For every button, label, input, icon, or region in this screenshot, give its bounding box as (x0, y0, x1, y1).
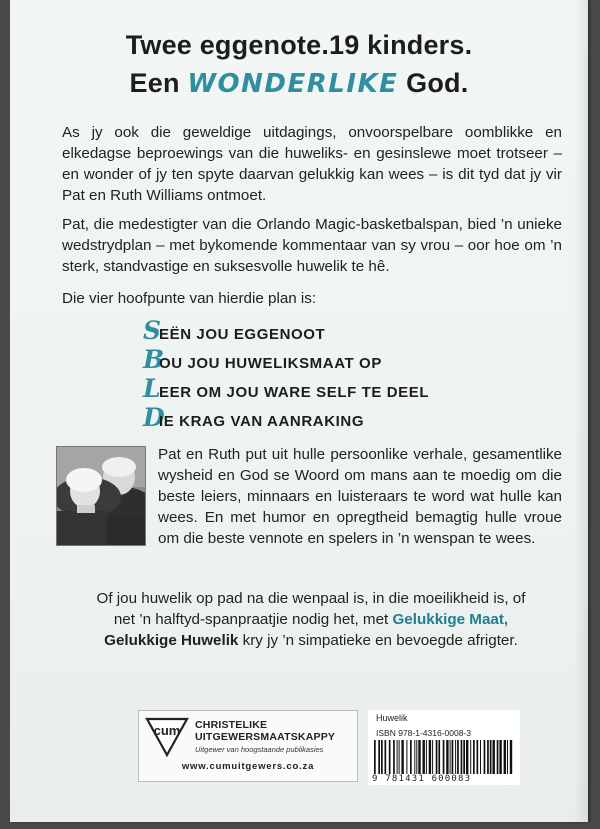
barcode-bar (477, 740, 479, 774)
barcode-bar (461, 740, 463, 774)
cover-edge-shade (574, 0, 588, 822)
barcode-bar (497, 740, 499, 774)
barcode-bar (493, 740, 495, 774)
barcode-bar (466, 740, 468, 774)
publisher-block (138, 710, 358, 782)
point-item (143, 374, 429, 403)
publisher-name-line-1: CHRISTELIKE (195, 719, 268, 731)
barcode-bar (438, 740, 440, 774)
publisher-tagline: Uitgewer van hoogstaande publikasies (195, 745, 324, 754)
barcode-bar (484, 740, 486, 774)
author-photo-drawing (57, 447, 145, 545)
point-item (143, 403, 429, 432)
barcode-bar (399, 740, 400, 774)
headline-line-2-pre: Een (129, 68, 188, 98)
headline-line-1: Twee eggenote.19 kinders. (125, 30, 473, 60)
headline-line-2-post: God. (398, 68, 469, 98)
publisher-logo-icon (145, 717, 189, 757)
point-text: OU JOU HUWELIKSMAAT OP (159, 355, 382, 372)
barcode-bar (381, 740, 383, 774)
point-initial: D (143, 403, 166, 432)
point-text: EËN JOU EGGENOOT (159, 326, 326, 343)
barcode-bar (504, 740, 506, 774)
barcode-bar (429, 740, 431, 774)
book-back-cover (10, 0, 588, 822)
point-initial: L (143, 374, 162, 403)
barcode-bar (490, 740, 492, 774)
closing-paragraph (88, 588, 534, 651)
barcode-bar (470, 740, 471, 774)
barcode-bar (393, 740, 395, 774)
barcode-bar (480, 740, 481, 774)
isbn-text: ISBN 978-1-4316-0008-3 (376, 728, 471, 738)
barcode-bar (443, 740, 445, 774)
barcode-bar (507, 740, 508, 774)
headline-line-2 (10, 68, 588, 99)
barcode-bar (397, 740, 398, 774)
barcode-bar (450, 740, 451, 774)
gameplan-paragraph: Pat, die medestigter van die Orlando Magic-basketbalspan, bied ’n unieke wedstrydplan – met bykomende kommentaar van sy vrou – oor hoe om ’n sterk, standvastige en suksesvolle huwelik te hê. (62, 216, 562, 275)
barcode-bar (432, 740, 433, 774)
publisher-website: www.cumuitgewers.co.za (181, 761, 315, 772)
headline-accent-word: WONDERLIKE (187, 69, 399, 99)
barcode-bar (418, 740, 420, 774)
barcode-bar (426, 740, 427, 774)
barcode-digits: 9 781431 600083 (372, 774, 472, 784)
barcode-bar (457, 740, 459, 774)
publisher-name-line-2: UITGEWERSMAATSKAPPY (195, 731, 336, 743)
barcode-bar (423, 740, 425, 774)
point-text: IE KRAG VAN AANRAKING (159, 413, 365, 430)
publisher-logo-text: cum (153, 723, 181, 738)
barcode-bar (406, 740, 407, 774)
barcode-bar (446, 740, 448, 774)
point-item (143, 316, 429, 345)
publisher-name (195, 719, 355, 743)
barcode-bar (414, 740, 415, 774)
barcode-bar (436, 740, 438, 774)
barcode-block (368, 710, 520, 785)
point-initial: S (143, 316, 162, 345)
barcode-bar (401, 740, 403, 774)
barcode-bar (463, 740, 465, 774)
four-points-list (143, 316, 429, 432)
closing-text-post: kry jy ’n simpatieke en bevoegde afrigter. (238, 632, 518, 649)
barcode-bar (410, 740, 412, 774)
points-intro: Die vier hoofpunte van hierdie plan is: (62, 290, 317, 307)
barcode-bar (389, 740, 391, 774)
barcode-bar (385, 740, 387, 774)
barcode-bar (510, 740, 512, 774)
point-text: EER OM JOU WARE SELF TE DEEL (159, 384, 430, 401)
barcode-bar (487, 740, 489, 774)
point-initial: B (143, 345, 165, 374)
closing-text-pre: Of jou huwelik op pad na die wenpaal is, in die moeilikheid is, of net ’n halftyd-spanpraatjie nodig het, met (96, 590, 526, 628)
authors-paragraph: Pat en Ruth put uit hulle persoonlike verhale, gesamentlike wysheid en God se Woord om mans aan te moedig om die beste leiers, minnaars en luisteraars te word wat hulle kan wees. En met humor en opregtheid bemagtig hulle vroue om die beste vennote en spelers in ’n wenspan te wees. (158, 446, 562, 547)
barcode-bar (378, 740, 380, 774)
author-photo (56, 446, 146, 546)
barcode-bar (374, 740, 376, 774)
point-item (143, 345, 429, 374)
barcode-bar (416, 740, 417, 774)
barcode-bar (455, 740, 456, 774)
barcode-bar (499, 740, 501, 774)
barcode-bar (473, 740, 475, 774)
book-category: Huwelik (376, 713, 408, 723)
closing-title-part-2: Gelukkige Huwelik (104, 632, 239, 649)
barcode-bar (452, 740, 454, 774)
closing-title-part-1: Gelukkige Maat, (392, 611, 509, 628)
barcode-bars (372, 740, 516, 774)
intro-paragraph: As jy ook die geweldige uitdagings, onvoorspelbare oomblikke en elkedagse beproewings van die huweliks- en gesinslewe moet trotseer – en wonder of jy ten spyte daarvan gelukkig kan wees – is dit tyd dat jy vir Pat en Ruth Williams ontmoet. (62, 124, 562, 204)
